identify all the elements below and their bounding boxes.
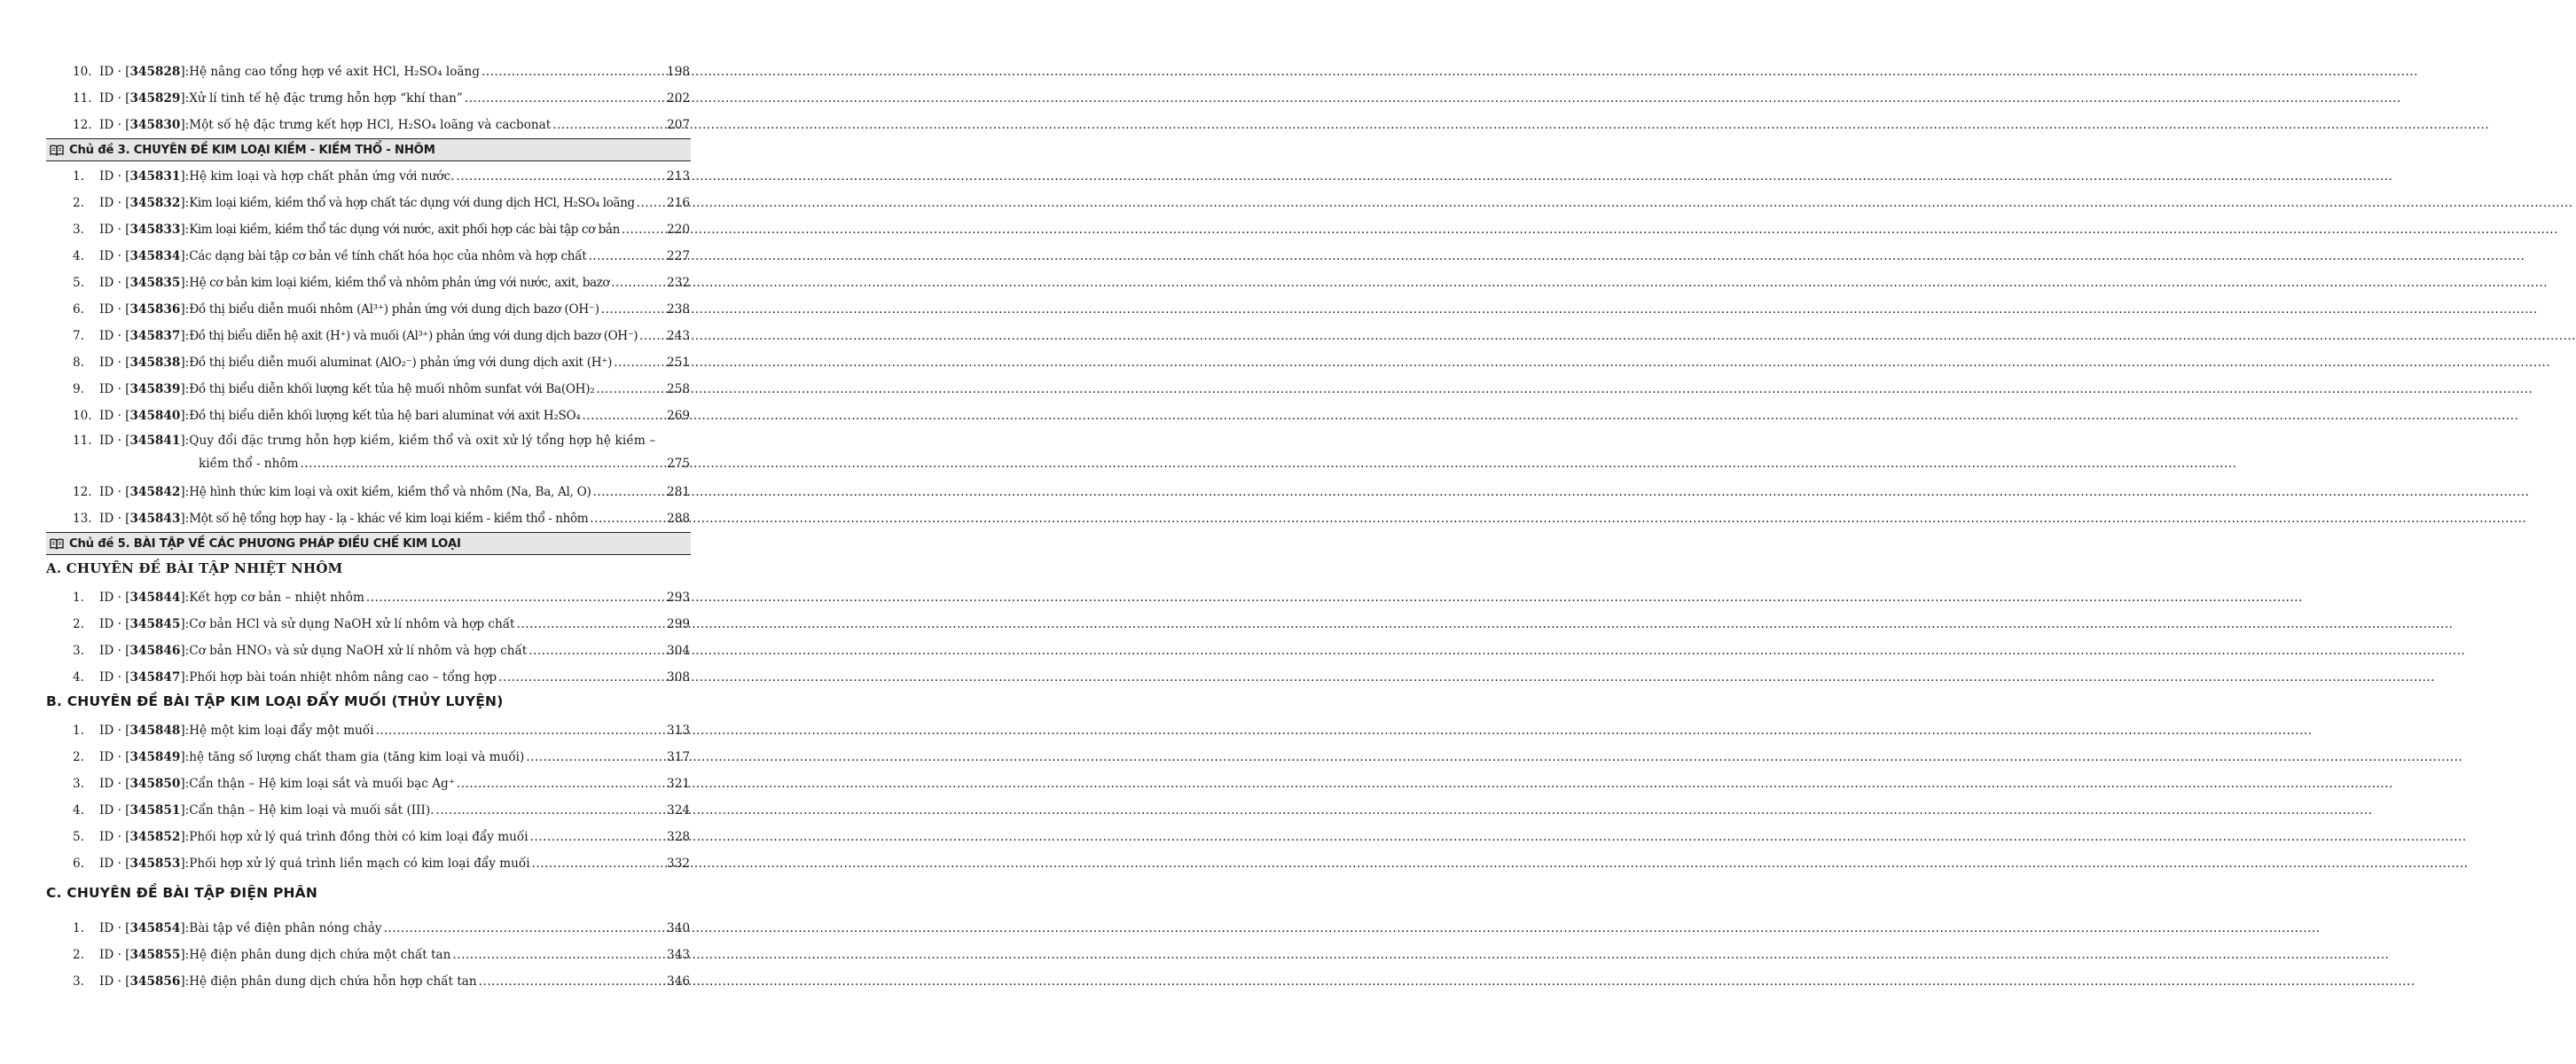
entry-page: 346 [667, 974, 690, 989]
book-icon [50, 538, 64, 549]
entry-title: Cẩn thận – Hệ kim loại và muối sắt (III). [189, 803, 435, 818]
toc-entry[interactable] [73, 378, 690, 401]
toc-entry[interactable] [73, 639, 690, 662]
toc-entry[interactable] [73, 429, 690, 470]
entry-number: 1. [73, 591, 84, 605]
dot-leader [611, 271, 665, 294]
entry-id: ID · [345850]: [99, 777, 190, 791]
entry-number: 9. [73, 382, 84, 396]
dot-leader [482, 60, 665, 83]
dot-leader [532, 852, 666, 875]
entry-page: 321 [667, 777, 690, 791]
entry-title: Hệ kim loại và hợp chất phản ứng với nước. [189, 169, 455, 184]
dot-leader [456, 165, 665, 188]
entry-number: 11. [73, 91, 92, 106]
entry-title: Kim loại kiềm, kiềm thổ tác dụng với nước, axit phối hợp các bài tập cơ bản [189, 223, 620, 237]
entry-number: 6. [73, 302, 84, 317]
entry-page: 299 [667, 617, 690, 631]
entry-title: Đồ thị biểu diễn khối lượng kết tủa hệ bari aluminat với axit H₂SO₄ [189, 409, 581, 423]
entry-id: ID · [345833]: [99, 223, 190, 237]
entry-number: 11. [73, 434, 92, 448]
toc-entry[interactable] [73, 325, 690, 348]
entry-number: 2. [73, 617, 84, 631]
entry-id: ID · [345845]: [99, 617, 190, 631]
dot-leader [639, 325, 665, 348]
entry-number: 1. [73, 169, 84, 184]
entry-title-continued: kiềm thổ - nhôm [199, 457, 299, 471]
toc-entry[interactable] [73, 613, 690, 636]
toc-entry[interactable] [73, 746, 690, 769]
dot-leader [301, 452, 666, 475]
entry-number: 5. [73, 276, 84, 290]
dot-leader [384, 917, 665, 940]
entry-number: 3. [73, 777, 84, 791]
dot-leader [465, 87, 665, 110]
section-heading-b: B. CHUYÊN ĐỀ BÀI TẬP KIM LOẠI ĐẨY MUỐI (THỦY LUYỆN) [46, 693, 504, 709]
dot-leader [376, 719, 665, 742]
entry-page: 343 [667, 948, 690, 962]
entry-title: Đồ thị biểu diễn muối aluminat (AlO₂⁻) phản ứng với dung dịch axit (H⁺) [189, 356, 613, 370]
toc-entry[interactable] [73, 271, 690, 294]
dot-leader [479, 970, 665, 993]
dot-leader [614, 351, 665, 374]
toc-entry[interactable] [73, 799, 690, 822]
entry-id: ID · [345847]: [99, 670, 190, 685]
dot-leader [530, 825, 665, 849]
entry-id: ID · [345839]: [99, 382, 190, 396]
entry-id: ID · [345837]: [99, 329, 190, 343]
toc-entry[interactable] [73, 113, 690, 137]
toc-entry[interactable] [73, 970, 690, 993]
entry-title: Một số hệ tổng hợp hay - lạ - khác về kim loại kiềm - kiềm thổ - nhôm [189, 512, 589, 526]
dot-leader [552, 113, 665, 137]
entry-title: Một số hệ đặc trưng kết hợp HCl, H₂SO₄ loãng và cacbonat [189, 118, 552, 132]
entry-number: 4. [73, 249, 84, 263]
entry-title: Cơ bản HCl và sử dụng NaOH xử lí nhôm và hợp chất [189, 617, 515, 631]
entry-page: 304 [667, 644, 690, 658]
entry-title: Kết hợp cơ bản – nhiệt nhôm [189, 591, 364, 605]
topic-header-5 [46, 532, 691, 555]
toc-page [0, 0, 749, 1064]
dot-leader [593, 481, 666, 504]
entry-number: 2. [73, 196, 84, 210]
entry-title: Đồ thị biểu diễn hệ axit (H⁺) và muối (Al³⁺) phản ứng với dung dịch bazơ (OH⁻) [189, 329, 638, 343]
entry-number: 3. [73, 974, 84, 989]
toc-entry[interactable] [73, 60, 690, 83]
entry-id: ID · [345835]: [99, 276, 190, 290]
toc-entry[interactable] [73, 917, 690, 940]
entry-id: ID · [345856]: [99, 974, 190, 989]
entry-title: Hệ điện phân dung dịch chứa một chất tan [189, 948, 451, 962]
toc-entry[interactable] [73, 87, 690, 110]
entry-id: ID · [345853]: [99, 857, 190, 871]
entry-number: 10. [73, 409, 92, 423]
entry-id: ID · [345843]: [99, 512, 190, 526]
entry-page: 288 [667, 512, 690, 526]
entry-page: 238 [667, 302, 690, 317]
entry-id: ID · [345841]: [99, 434, 190, 448]
toc-entry[interactable] [73, 719, 690, 742]
topic-title: Chủ đề 3. CHUYÊN ĐỀ KIM LOẠI KIỀM - KIỀM THỔ - NHÔM [69, 143, 435, 157]
entry-id: ID · [345832]: [99, 196, 190, 210]
dot-leader [601, 298, 665, 321]
entry-number: 7. [73, 329, 84, 343]
entry-page: 313 [667, 724, 690, 738]
dot-leader [436, 799, 666, 822]
entry-number: 3. [73, 223, 84, 237]
entry-number: 2. [73, 948, 84, 962]
dot-leader [596, 378, 665, 401]
entry-number: 12. [73, 485, 92, 499]
toc-entry[interactable] [73, 404, 690, 427]
entry-id: ID · [345830]: [99, 118, 190, 132]
toc-entry[interactable] [73, 825, 690, 849]
entry-page: 308 [667, 670, 690, 685]
toc-entry[interactable] [73, 772, 690, 795]
entry-number: 4. [73, 803, 84, 818]
entry-id: ID · [345838]: [99, 356, 190, 370]
entry-title: Kim loại kiềm, kiềm thổ và hợp chất tác dụng với dung dịch HCl, H₂SO₄ loãng [189, 196, 635, 210]
entry-title: Cơ bản HNO₃ và sử dụng NaOH xử lí nhôm và hợp chất [189, 644, 528, 658]
entry-number: 1. [73, 921, 84, 935]
entry-page: 340 [667, 921, 690, 935]
dot-leader [366, 586, 665, 609]
entry-page: 232 [667, 276, 690, 290]
entry-title: Đồ thị biểu diễn khối lượng kết tủa hệ muối nhôm sunfat với Ba(OH)₂ [189, 382, 595, 396]
entry-id: ID · [345852]: [99, 830, 190, 844]
entry-id: ID · [345842]: [99, 485, 190, 499]
entry-page: 213 [667, 169, 690, 184]
book-icon [50, 145, 64, 155]
entry-number: 10. [73, 65, 92, 79]
entry-page: 332 [667, 857, 690, 871]
section-heading-c: C. CHUYÊN ĐỀ BÀI TẬP ĐIỆN PHÂN [46, 885, 318, 901]
section-heading-a: A. CHUYÊN ĐỀ BÀI TẬP NHIỆT NHÔM [46, 560, 343, 576]
entry-page: 324 [667, 803, 690, 818]
topic-title: Chủ đề 5. BÀI TẬP VỀ CÁC PHƯƠNG PHÁP ĐIỀU CHẾ KIM LOẠI [69, 536, 461, 551]
dot-leader [622, 218, 665, 241]
entry-id: ID · [345831]: [99, 169, 190, 184]
dot-leader [526, 746, 665, 769]
dot-leader [637, 192, 665, 215]
toc-entry[interactable] [73, 943, 690, 966]
entry-title: Hệ hình thức kim loại và oxit kiềm, kiềm thổ và nhôm (Na, Ba, Al, O) [189, 485, 591, 499]
dot-leader [498, 666, 665, 689]
entry-number: 4. [73, 670, 84, 685]
dot-leader [452, 943, 665, 966]
entry-id: ID · [345851]: [99, 803, 190, 818]
entry-page: 293 [667, 591, 690, 605]
entry-id: ID · [345829]: [99, 91, 190, 106]
entry-title: Xử lí tinh tế hệ đặc trưng hỗn hợp “khí than” [189, 91, 463, 106]
entry-id: ID · [345854]: [99, 921, 190, 935]
entry-title: Bài tập về điện phân nóng chảy [189, 921, 382, 935]
entry-title: Hệ cơ bản kim loại kiềm, kiềm thổ và nhôm phản ứng với nước, axit, bazơ [189, 276, 610, 290]
entry-page: 207 [667, 118, 690, 132]
entry-page: 202 [667, 91, 690, 106]
entry-page: 251 [667, 356, 690, 370]
entry-title: Hệ nâng cao tổng hợp về axit HCl, H₂SO₄ loãng [189, 65, 480, 79]
toc-entry[interactable] [73, 507, 690, 530]
entry-page: 269 [667, 409, 690, 423]
entry-id: ID · [345849]: [99, 750, 190, 764]
entry-title: Đồ thị biểu diễn muối nhôm (Al³⁺) phản ứng với dung dịch bazơ (OH⁻) [189, 302, 599, 317]
entry-page: 227 [667, 249, 690, 263]
entry-id: ID · [345828]: [99, 65, 190, 79]
entry-page: 281 [667, 485, 690, 499]
toc-entry[interactable] [73, 298, 690, 321]
entry-title: Quy đổi đặc trưng hỗn hợp kiềm, kiềm thổ và oxit xử lý tổng hợp hệ kiềm – [189, 434, 656, 448]
entry-title: Phối hợp xử lý quá trình đồng thời có kim loại đẩy muối [189, 830, 529, 844]
entry-number: 3. [73, 644, 84, 658]
entry-page: 216 [667, 196, 690, 210]
entry-title: Các dạng bài tập cơ bản về tính chất hóa học của nhôm và hợp chất [189, 249, 587, 263]
entry-page: 317 [667, 750, 690, 764]
entry-page: 198 [667, 65, 690, 79]
entry-number: 2. [73, 750, 84, 764]
entry-page: 220 [667, 223, 690, 237]
toc-entry[interactable] [73, 192, 690, 215]
toc-entry[interactable] [73, 586, 690, 609]
entry-id: ID · [345834]: [99, 249, 190, 263]
dot-leader [517, 613, 666, 636]
entry-number: 5. [73, 830, 84, 844]
entry-id: ID · [345840]: [99, 409, 190, 423]
entry-number: 8. [73, 356, 84, 370]
toc-entry[interactable] [73, 481, 690, 504]
toc-entry[interactable] [73, 852, 690, 875]
toc-entry[interactable] [73, 218, 690, 241]
entry-id: ID · [345855]: [99, 948, 190, 962]
toc-entry[interactable] [73, 666, 690, 689]
topic-header-3 [46, 138, 691, 161]
toc-entry[interactable] [73, 351, 690, 374]
entry-number: 13. [73, 512, 92, 526]
entry-id: ID · [345836]: [99, 302, 190, 317]
entry-title: Phối hợp bài toán nhiệt nhôm nâng cao – tổng hợp [189, 670, 497, 685]
entry-title: Hệ một kim loại đẩy một muối [189, 724, 374, 738]
dot-leader [529, 639, 665, 662]
toc-entry[interactable] [73, 165, 690, 188]
entry-title: Hệ điện phân dung dịch chứa hỗn hợp chất tan [189, 974, 477, 989]
entry-id: ID · [345846]: [99, 644, 190, 658]
entry-page: 243 [667, 329, 690, 343]
dot-leader [457, 772, 665, 795]
entry-page: 275 [667, 457, 690, 471]
entry-number: 1. [73, 724, 84, 738]
entry-title: Cẩn thận – Hệ kim loại sắt và muối bạc Ag⁺ [189, 777, 455, 791]
entry-number: 6. [73, 857, 84, 871]
entry-id: ID · [345844]: [99, 591, 190, 605]
dot-leader [582, 404, 665, 427]
toc-entry[interactable] [73, 245, 690, 268]
entry-page: 328 [667, 830, 690, 844]
entry-page: 258 [667, 382, 690, 396]
entry-number: 12. [73, 118, 92, 132]
dot-leader [588, 245, 665, 268]
entry-title: hệ tăng số lượng chất tham gia (tăng kim loại và muối) [189, 750, 525, 764]
entry-id: ID · [345848]: [99, 724, 190, 738]
entry-title: Phối hợp xử lý quá trình liền mạch có kim loại đẩy muối [189, 857, 530, 871]
dot-leader [590, 507, 665, 530]
